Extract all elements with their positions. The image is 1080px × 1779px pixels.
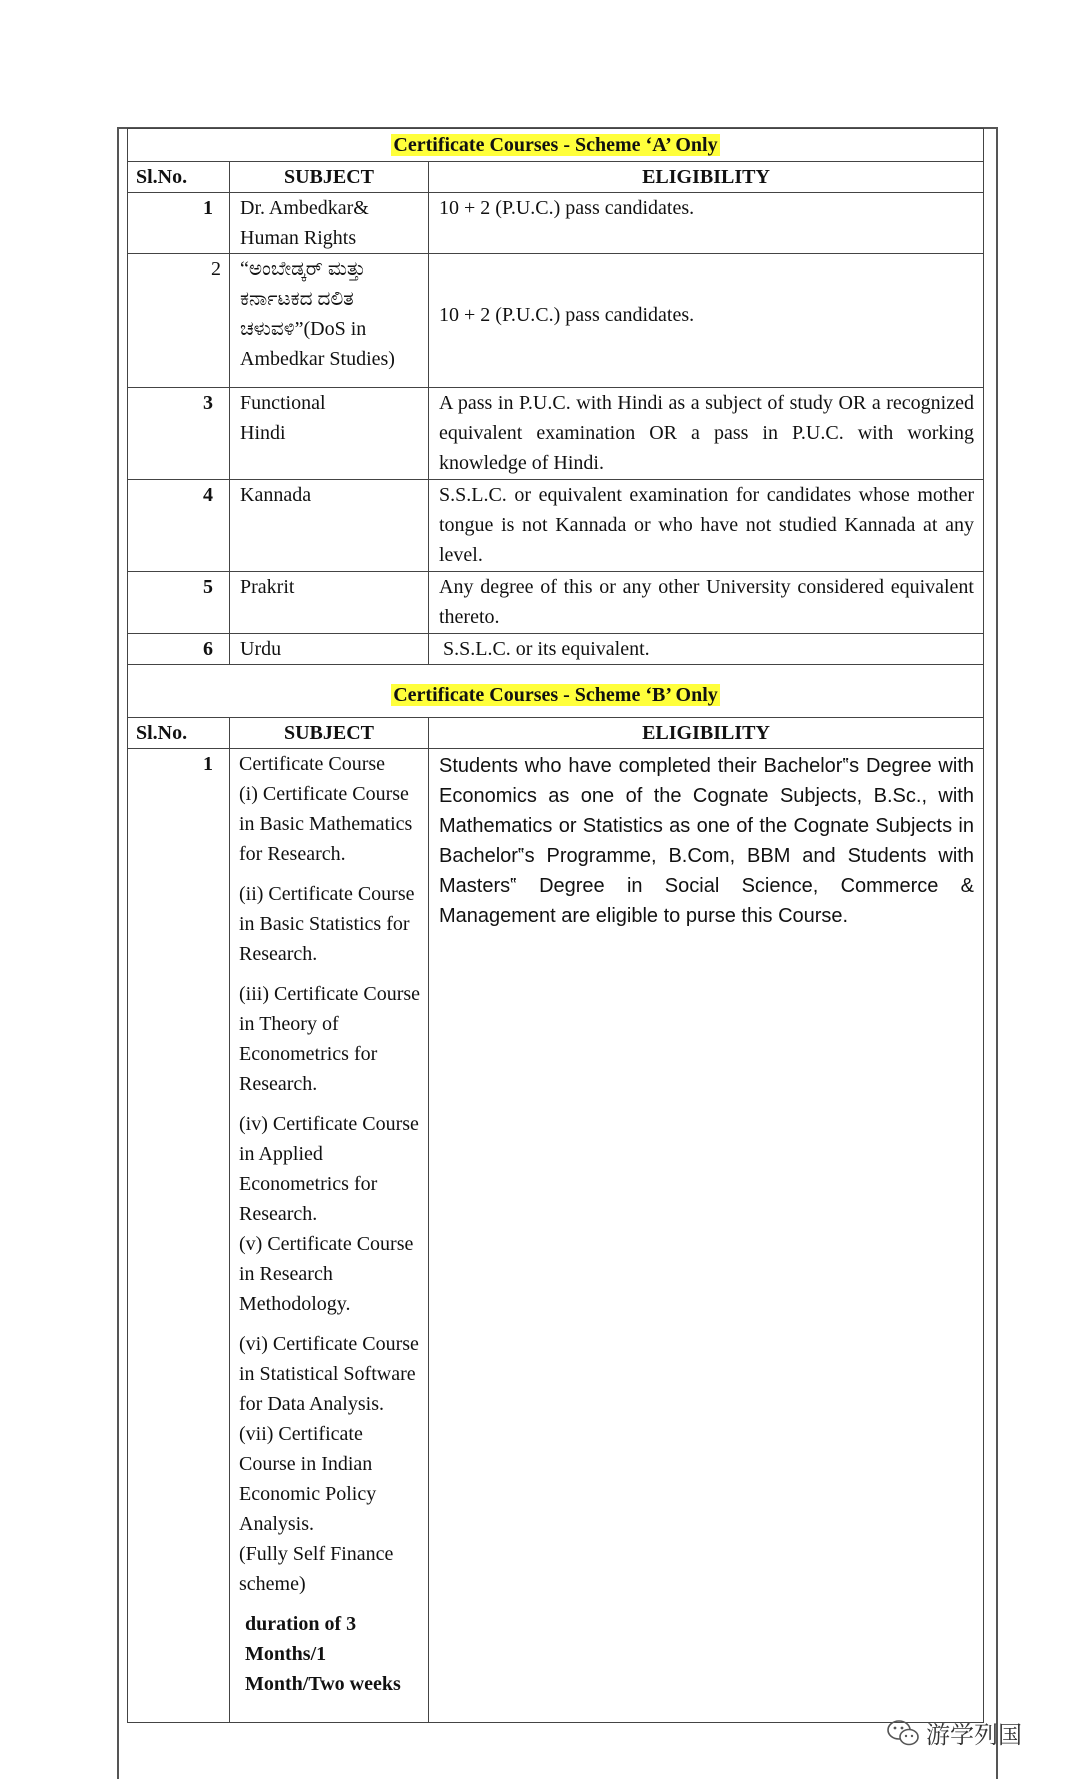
table-row [128,634,984,665]
subject-line: “ಅಂಬೇಡ್ಕರ್ ಮತ್ತು [240,258,366,280]
course-item: (Fully Self Finance scheme) [239,1543,394,1595]
course-item: (i) Certificate Course in Basic Mathematics for Research. [239,783,413,865]
row-number: 5 [128,572,230,634]
row-number: 2 [128,254,230,388]
subject-line: ಚಳುವಳಿ”(DoS in [240,318,367,340]
subject-line: Hindi [240,422,286,444]
scheme-a-title-row [128,129,984,162]
scheme-a-title: Certificate Courses - Scheme ‘A’ Only [393,134,718,156]
scheme-b-title-row [128,665,984,718]
header-sl: Sl.No. [128,718,230,749]
row-number: 1 [128,749,230,1723]
row-number: 4 [128,480,230,572]
course-item: (iii) Certificate Course in Theory of Econometrics for Research. [239,983,421,1095]
subject-cell: Kannada [230,480,429,572]
table-row [128,749,984,1723]
scheme-b-title: Certificate Courses - Scheme ‘B’ Only [393,684,718,706]
row-number: 6 [128,634,230,665]
eligibility-cell: S.S.L.C. or equivalent examination for candidates whose mother tongue is not Kannada or who have not studied Kannada at any level. [429,480,984,572]
eligibility-cell: Any degree of this or any other University considered equivalent thereto. [429,572,984,634]
watermark-text: 游学列国 [926,1721,1022,1749]
subject-line: Functional [240,392,326,414]
course-item: (vi) Certificate Course in Statistical Software for Data Analysis. [239,1333,419,1415]
header-subject: SUBJECT [230,162,429,193]
scheme-b-header-row [128,718,984,749]
watermark [886,1715,1022,1750]
header-eligibility: ELIGIBILITY [429,718,984,749]
subject-line: ಕರ್ನಾಟಕದ ದಲಿತ [240,288,354,310]
course-item: Certificate Course [239,753,386,775]
eligibility-cell: 10 + 2 (P.U.C.) pass candidates. [429,193,984,254]
table-row [128,193,984,254]
subject-cell: Prakrit [230,572,429,634]
eligibility-cell: S.S.L.C. or its equivalent. [429,634,984,665]
course-item: (ii) Certificate Course in Basic Statistics for Research. [239,883,415,965]
eligibility-table [127,128,984,1723]
duration-note: duration of 3 Months/1 Month/Two weeks [245,1613,401,1695]
subject-cell [230,254,429,388]
subject-line: Dr. Ambedkar& [240,197,369,219]
header-sl: Sl.No. [128,162,230,193]
row-number: 3 [128,388,230,480]
subject-cell [230,749,429,1723]
subject-cell [230,388,429,480]
header-subject: SUBJECT [230,718,429,749]
scheme-a-header-row [128,162,984,193]
table-row [128,388,984,480]
subject-line: Human Rights [240,227,357,249]
course-item: (iv) Certificate Course in Applied Econometrics for Research. [239,1113,419,1225]
subject-cell [230,193,429,254]
eligibility-cell: A pass in P.U.C. with Hindi as a subject of study OR a recognized equivalent examination OR a pass in P.U.C. with working knowledge of Hindi. [429,388,984,480]
wechat-icon [886,1718,920,1748]
table-row [128,480,984,572]
eligibility-cell: Students who have completed their Bachelor‟s Degree with Economics as one of the Cognate Subjects, B.Sc., with Mathematics or Statistics as one of the Cognate Subjects in Bachelor‟s Programme, B.Com, BBM and Students with Masters‟ Degree in Social Science, Commerce & Management are eligible to purse this Course. [429,749,984,1723]
table-row [128,572,984,634]
row-number: 1 [128,193,230,254]
subject-line: Ambedkar Studies) [240,348,395,370]
course-item: (v) Certificate Course in Research Methodology. [239,1233,414,1315]
subject-cell: Urdu [230,634,429,665]
table-row [128,254,984,388]
course-item: (vii) Certificate Course in Indian Economic Policy Analysis. [239,1423,377,1535]
eligibility-cell: 10 + 2 (P.U.C.) pass candidates. [429,254,984,388]
header-eligibility: ELIGIBILITY [429,162,984,193]
